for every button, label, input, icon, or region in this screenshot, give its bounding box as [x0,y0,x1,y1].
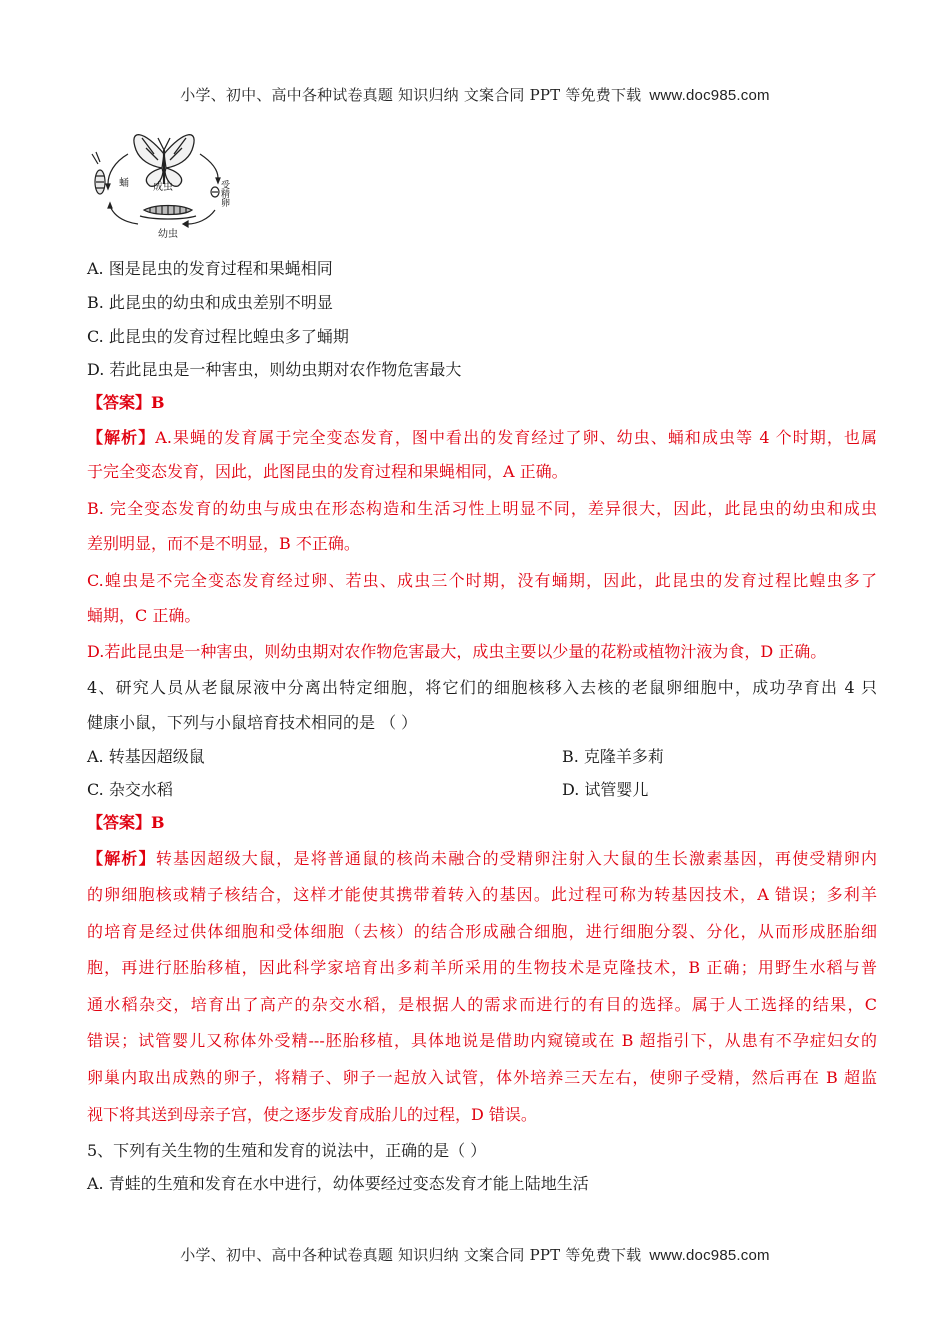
q4-option-a: A. 转基因超级鼠 [87,747,205,766]
footer-text: 小学、初中、高中各种试卷真题 知识归纳 文案合同 PPT 等免费下载 [180,1246,642,1264]
butterfly-icon [134,135,194,187]
larva-label: 幼虫 [158,229,178,240]
q4-answer [87,812,877,834]
q3-answer [87,392,877,414]
q3-analysis-line: D.若此昆虫是一种害虫，则幼虫期对农作物危害最大，成虫主要以少量的花粉或植物汁液为食，D 正确。 [87,642,827,661]
q3-answer-label: 【答案】 [87,393,152,412]
q4-options-row-2 [87,779,877,801]
q5-stem: 5、下列有关生物的生殖和发育的说法中，正确的是（ ） [87,1141,487,1160]
q4-answer-label: 【答案】 [87,813,152,832]
q4-analysis-line: 视下将其送到母亲子宫，使之逐步发育成胎儿的过程，D 错误。 [87,1105,537,1124]
q3-analysis-label: 【解析】 [87,428,156,447]
q4-answer-value: B [151,813,165,832]
q4-analysis-line: 卵巢内取出成熟的卵子，将精子、卵子一起放入试管，体外培养三天左右，使卵子受精，然后再在 B 超监 [87,1068,877,1087]
header-url[interactable]: www.doc985.com [649,87,770,104]
egg-label: 受精卵 [219,180,229,207]
q4-analysis-line: 错误；试管婴儿又称体外受精---胚胎移植，具体地说是借助内窥镜或在 B 超指引下，从患有不孕症妇女的 [87,1031,877,1050]
pupa-label: 蛹 [119,178,129,189]
pupa-icon [92,152,105,194]
footer-url[interactable]: www.doc985.com [649,1247,770,1264]
q4-stem-line: 健康小鼠，下列与小鼠培育技术相同的是 （ ） [87,713,418,732]
q4-analysis-line: 的培育是经过供体细胞和受体细胞（去核）的结合形成融合细胞，进行细胞分裂、分化，从而形成胚胎细 [87,922,877,941]
q3-analysis-line: 【解析】A.果蝇的发育属于完全变态发育，图中看出的发育经过了卵、幼虫、蛹和成虫等 4 个时期，也属 [87,428,877,447]
larva-icon [140,206,196,220]
q3-analysis-line: B. 完全变态发育的幼虫与成虫在形态构造和生活习性上明显不同，差异很大，因此，此昆虫的幼虫和成虫 [87,499,877,518]
q4-options-row-1 [87,746,877,768]
q3-analysis-line: 差别明显，而不是不明显，B 不正确。 [87,534,360,553]
q4-analysis-line: 的卵细胞核或精子核结合，这样才能使其携带着转入的基因。此过程可称为转基因技术，A 错误；多利羊 [87,885,877,904]
adult-label: 成虫 [153,182,173,193]
q3-option-b: B. 此昆虫的幼虫和成虫差别不明显 [87,293,333,312]
q4-option-d: D. 试管婴儿 [562,780,649,799]
q4-analysis-line: 【解析】转基因超级大鼠，是将普通鼠的核尚未融合的受精卵注射入大鼠的生长激素基因，再使受精卵内 [87,849,877,868]
q3-option-a: A. 图是昆虫的发育过程和果蝇相同 [87,259,333,278]
q4-option-c: C. 杂交水稻 [87,780,173,799]
q3-analysis-line: C.蝗虫是不完全变态发育经过卵、若虫、成虫三个时期，没有蛹期，因此，此昆虫的发育过程比蝗虫多了 [87,571,877,590]
egg-icon [211,187,219,197]
page-footer [0,1244,950,1265]
q4-option-b: B. 克隆羊多莉 [562,747,664,766]
q3-analysis-line: 蛹期，C 正确。 [87,606,201,625]
q4-stem-line: 4、研究人员从老鼠尿液中分离出特定细胞，将它们的细胞核移入去核的老鼠卵细胞中，成功孕育出 4 只 [87,678,877,697]
q3-option-c: C. 此昆虫的发育过程比蝗虫多了蛹期 [87,327,349,346]
q4-analysis-label: 【解析】 [87,849,156,868]
insect-life-cycle-diagram [84,124,244,240]
q4-analysis-line: 通水稻杂交，培育出了高产的杂交水稻，是根据人的需求而进行的有目的选择。属于人工选择的结果，C [87,995,877,1014]
q3-analysis-line: 于完全变态发育，因此，此图昆虫的发育过程和果蝇相同，A 正确。 [87,462,568,481]
q4-analysis-line: 胞，再进行胚胎移植，因此科学家培育出多莉羊所采用的生物技术是克隆技术，B 正确；用野生水稻与普 [87,958,877,977]
q5-option-a: A. 青蛙的生殖和发育在水中进行，幼体要经过变态发育才能上陆地生活 [87,1174,589,1193]
page-header [0,84,950,105]
header-text: 小学、初中、高中各种试卷真题 知识归纳 文案合同 PPT 等免费下载 [180,86,642,104]
q3-answer-value: B [151,393,165,412]
q3-option-d: D. 若此昆虫是一种害虫，则幼虫期对农作物危害最大 [87,360,462,379]
